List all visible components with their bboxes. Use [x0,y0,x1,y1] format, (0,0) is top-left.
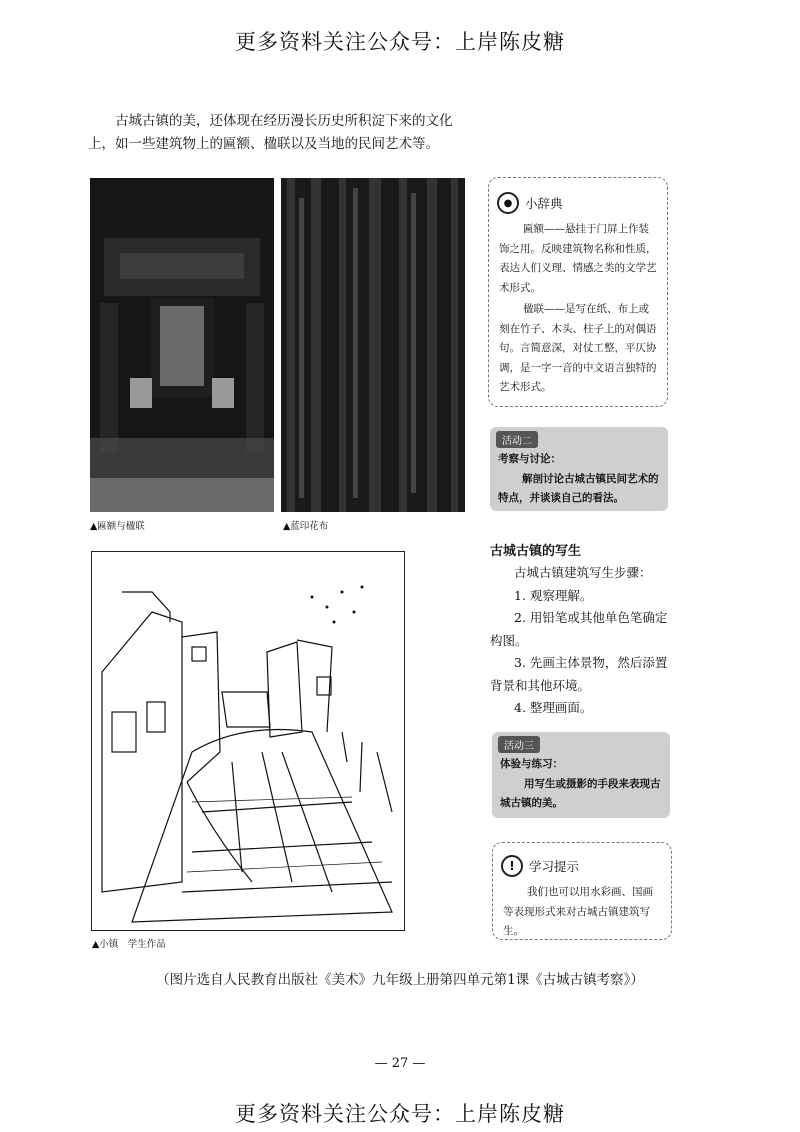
blue-print-cloth-photo [281,178,465,512]
intro-paragraph: 古城古镇的美，还体现在经历漫长历史所积淀下来的文化上，如一些建筑物上的匾额、楹联以及当地的民间艺术等。 [88,113,453,152]
activity-two-tag: 活动二 [496,431,538,448]
caption-blue-print-cloth: ▲蓝印花布 [283,521,329,532]
dictionary-title: 小辞典 [525,196,563,211]
plaque-couplet-photo [90,178,274,512]
caption-plaque-couplet: ▲匾额与楹联 [90,521,145,532]
learning-tips-title: 学习提示 [529,859,580,874]
sketch-steps-lead: 古城古镇建筑写生步骤： [514,565,652,580]
activity-three-tag: 活动三 [498,736,540,753]
page-footer-watermark: 更多资料关注公众号：上岸陈皮糖 [235,1102,565,1126]
activity-three-heading: 体验与练习： [500,758,563,770]
activity-two-box [490,427,668,511]
caption-town-sketch: ▲小镇 学生作品 [92,939,166,950]
activity-two-text: 解剖讨论古城古镇民间艺术的特点，并谈谈自己的看法。 [498,472,659,504]
image-source-note: （图片选自人民教育出版社《美术》九年级上册第四单元第1课《古城古镇考察》） [156,972,644,988]
blue-print-cloth-image [281,178,465,512]
dictionary-box [488,177,668,407]
sketch-steps [490,562,675,720]
person-icon: ● [497,192,519,214]
exclamation-icon: ! [501,855,523,877]
dictionary-couplet-definition: 楹联——是写在纸、布上或刻在竹子、木头、柱子上的对偶语句。言简意深，对仗工整，平仄协调，是一字一音的中文语言独特的艺术形式。 [499,303,657,393]
activity-two-heading: 考察与讨论： [498,453,561,465]
sketch-section-title: 古城古镇的写生 [490,544,582,559]
plaque-couplet-image [90,178,274,512]
activity-three-box [492,732,670,818]
page-header-watermark: 更多资料关注公众号：上岸陈皮糖 [235,30,565,54]
dictionary-plaque-definition: 匾额——悬挂于门屏上作装饰之用。反映建筑物名称和性质，表达人们义理、情感之类的文学艺术形式。 [499,223,657,294]
learning-tips-text: 我们也可以用水彩画、国画等表现形式来对古城古镇建筑写生。 [503,886,653,937]
activity-three-text: 用写生或摄影的手段来表现古城古镇的美。 [500,777,661,809]
town-sketch-image [92,552,404,930]
sketch-step-4: 4. 整理画面。 [514,700,593,715]
sketch-step-2: 2. 用铅笔或其他单色笔确定构图。 [490,610,668,648]
page-number: — 27 — [374,1056,426,1071]
sketch-step-3: 3. 先画主体景物，然后添置背景和其他环境。 [490,655,668,693]
dictionary-title-row [489,178,667,214]
sketch-step-1: 1. 观察理解。 [514,587,593,603]
learning-tips-title-row [493,843,671,877]
learning-tips-box [492,842,672,940]
town-sketch-drawing [91,551,405,931]
